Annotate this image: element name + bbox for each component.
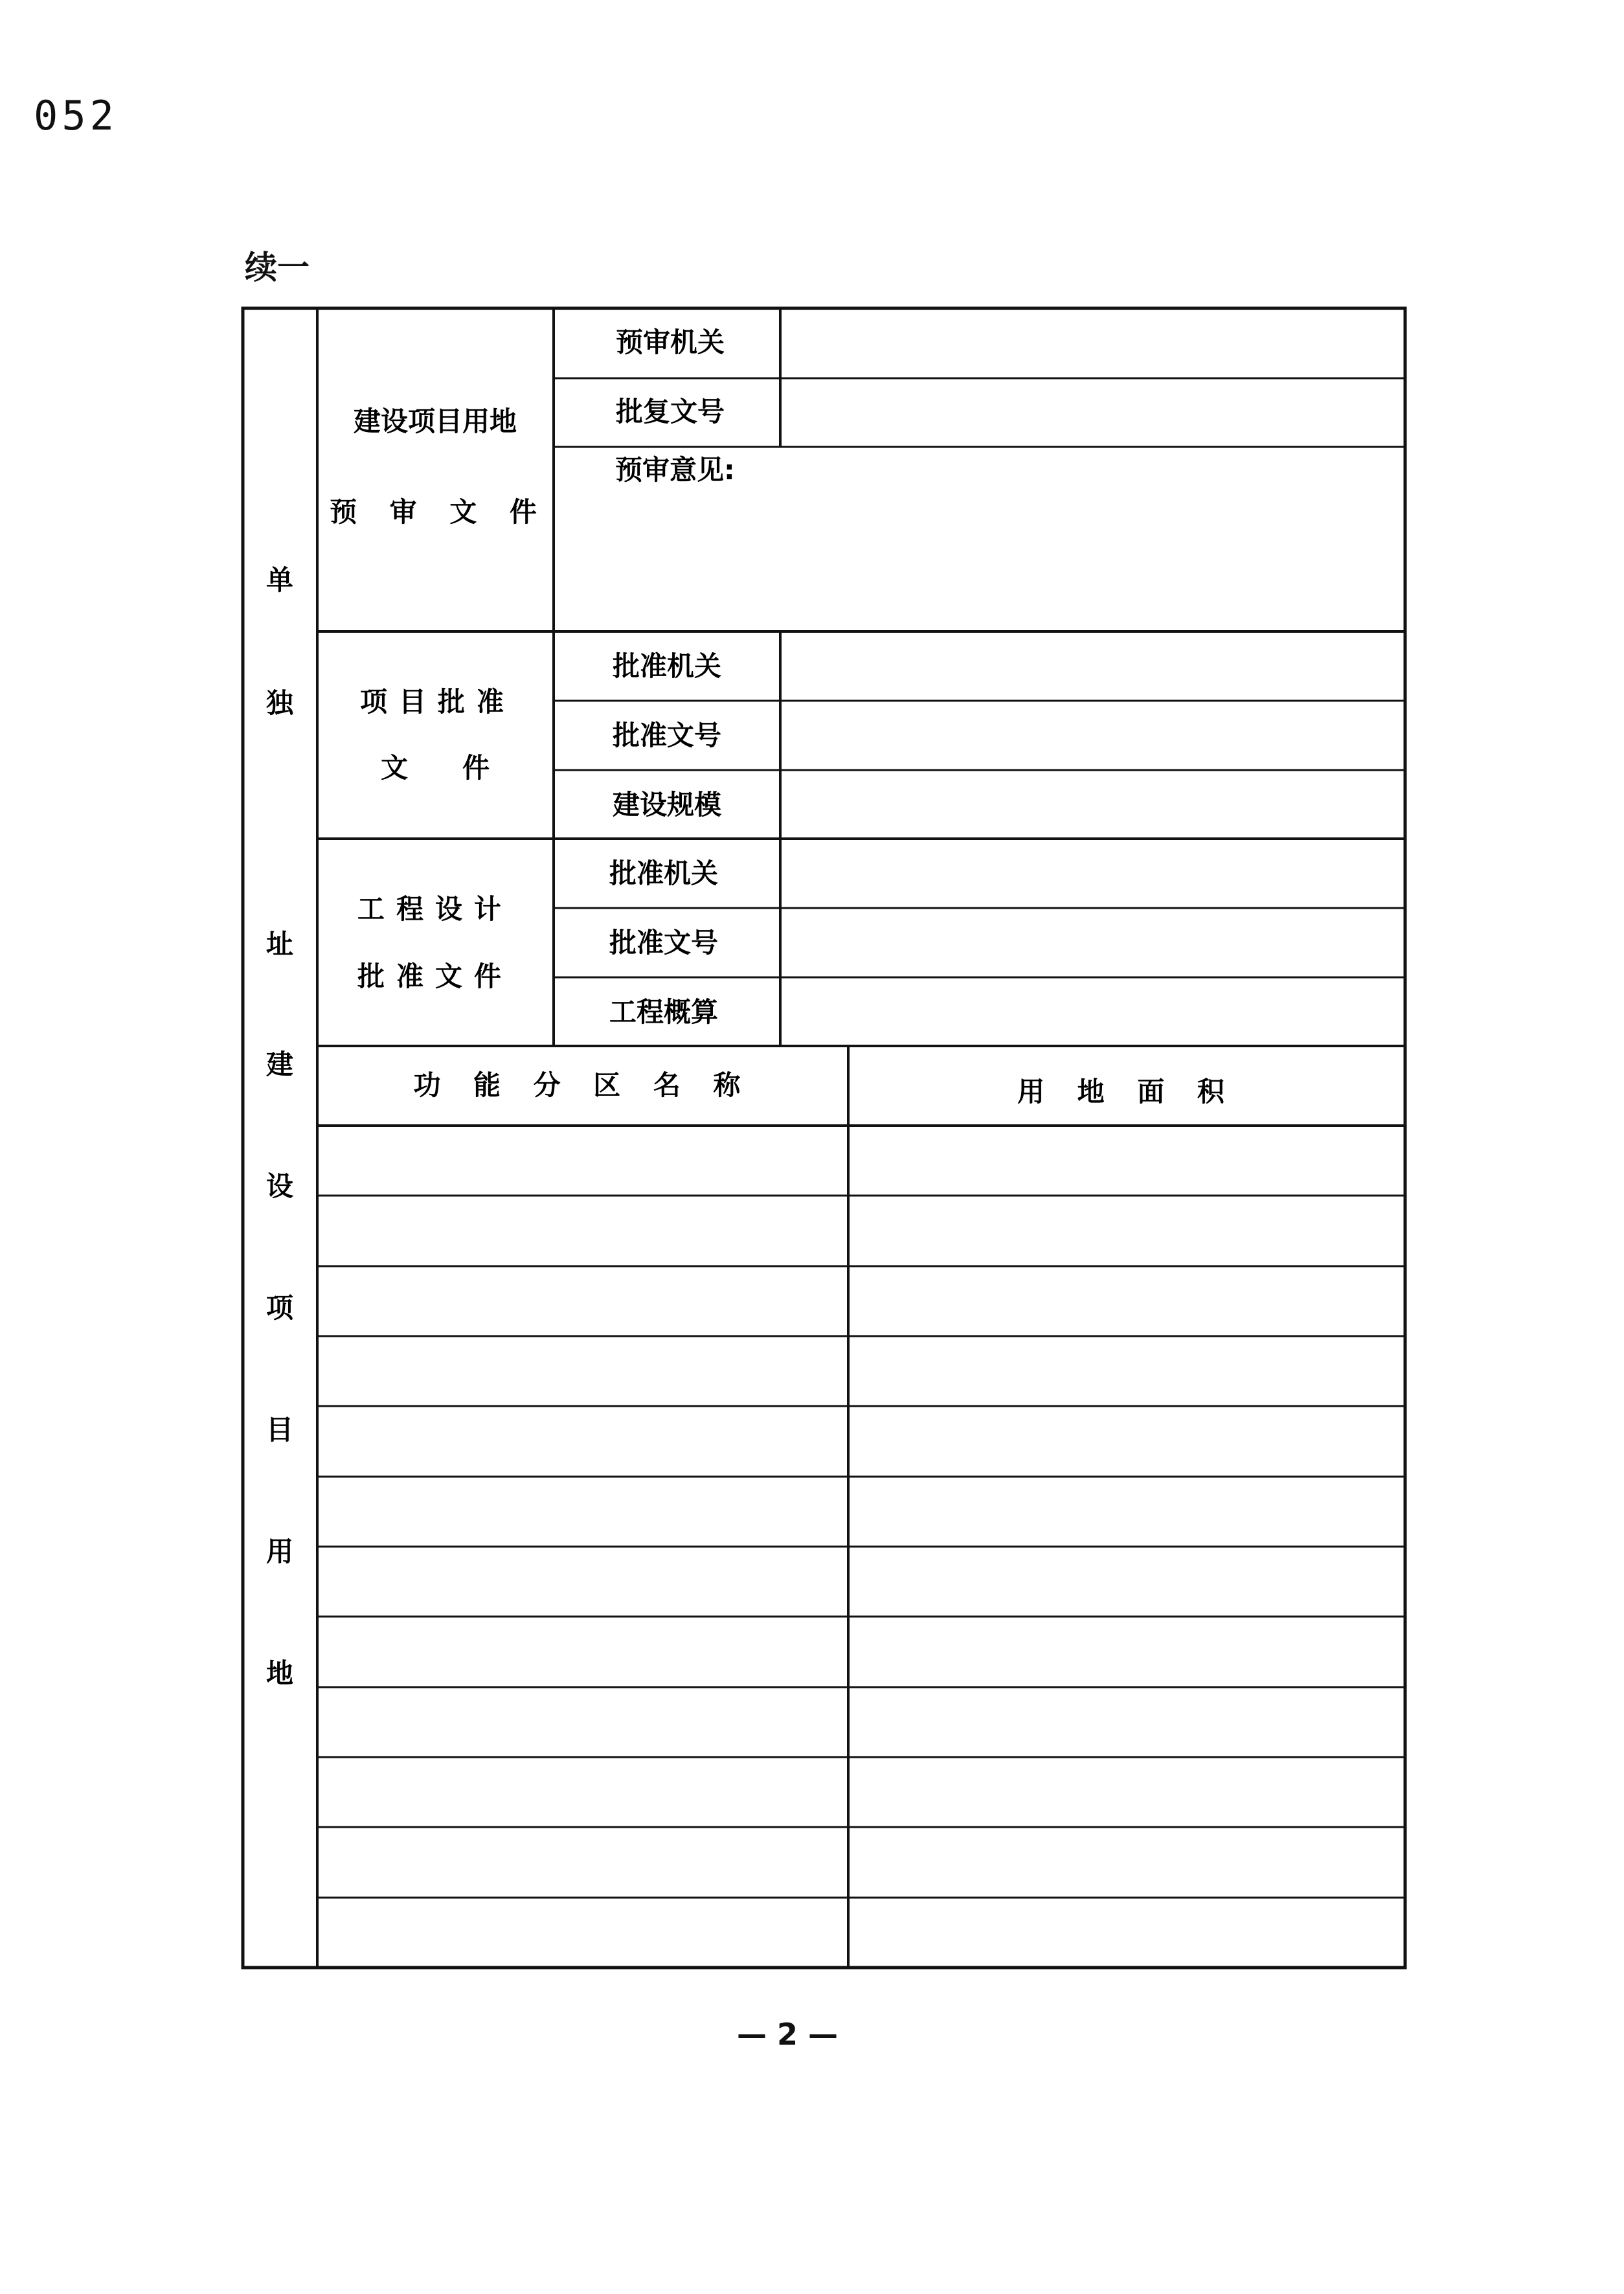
predocs-title-line1: 建设项目用地 <box>353 405 517 437</box>
field-label-reply-doc-no: 批复文号 <box>615 396 725 427</box>
zoning-row-lines <box>317 1196 1405 1898</box>
side-label-char: 目 <box>265 1414 294 1446</box>
side-label-char: 地 <box>265 1657 294 1689</box>
continued-label: 续一 <box>245 249 310 286</box>
predocs-title-line2: 预 审 文 件 <box>330 496 548 528</box>
table-outer-border <box>243 308 1405 1968</box>
zoning-header-area: 用 地 面 积 <box>1017 1076 1236 1107</box>
side-label-char: 独 <box>265 687 294 719</box>
side-label-char: 项 <box>265 1292 294 1324</box>
side-labels <box>266 564 295 1689</box>
design-title-line2: 批准文件 <box>357 960 513 992</box>
approval-title-line1: 项目批准 <box>359 686 516 718</box>
field-label-project-budget: 工程概算 <box>609 996 719 1028</box>
side-label-char: 单 <box>265 564 294 596</box>
side-label-char: 址 <box>265 928 294 960</box>
field-label-design-approval-authority: 批准机关 <box>609 857 719 889</box>
field-label-approval-authority: 批准机关 <box>612 650 722 682</box>
approval-title-line2: 文 件 <box>380 752 490 784</box>
field-label-construction-scale: 建设规模 <box>612 789 722 821</box>
field-label-approval-doc-no: 批准文号 <box>612 720 722 751</box>
field-label-prereview-authority: 预审机关 <box>615 326 725 358</box>
zoning-header-name: 功 能 分 区 名 称 <box>413 1069 752 1101</box>
side-label-char: 建 <box>265 1049 294 1080</box>
field-label-design-approval-doc-no: 批准文号 <box>609 927 719 959</box>
page-number: 052 <box>34 92 118 139</box>
side-label-char: 用 <box>265 1536 294 1567</box>
design-title-line1: 工程设计 <box>357 893 513 925</box>
footer-page-number: — 2 — <box>737 2017 839 2052</box>
field-label-prereview-opinion: 预审意见: <box>615 454 735 486</box>
side-label-char: 设 <box>265 1170 294 1202</box>
